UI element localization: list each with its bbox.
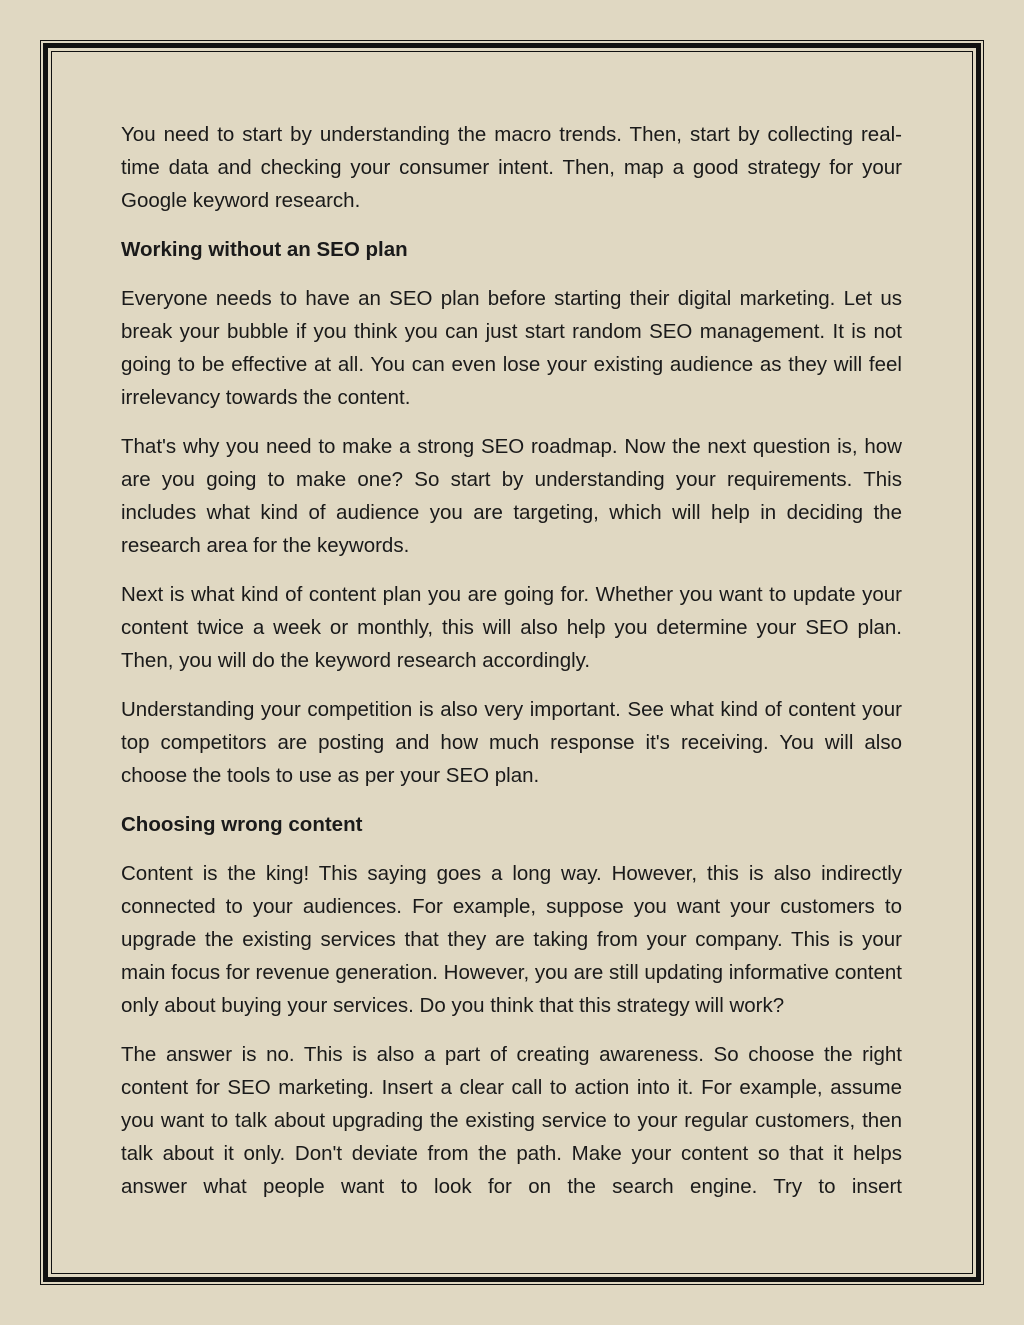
heading-choosing-wrong-content: Choosing wrong content bbox=[121, 813, 363, 836]
paragraph-seo-plan: Everyone needs to have an SEO plan before starting their digital marketing. Let us break your bubble if you think you can just start random SEO management. It is not going to be effective at all. You can even lose your existing audience as they will feel irrelevancy towards the content. bbox=[121, 287, 902, 409]
paragraph-content-plan: Next is what kind of content plan you are going for. Whether you want to update your content twice a week or monthly, this will also help you determine your SEO plan. Then, you will do the keyword research accordingly. bbox=[121, 583, 902, 672]
paragraph-answer-no: The answer is no. This is also a part of creating awareness. So choose the right content for SEO marketing. Insert a clear call to action into it. For example, assume you want to talk about upgrading the existing service to your regular customers, then talk about it only. Don't deviate from the path. Make your content so that it helps answer what people want to look for on the search engine. Try to insert bbox=[121, 1043, 902, 1198]
paragraph-seo-roadmap: That's why you need to make a strong SEO roadmap. Now the next question is, how are you going to make one? So start by understanding your requirements. This includes what kind of audience you are targeting, which will help in deciding the research area for the keywords. bbox=[121, 435, 902, 557]
paragraph-competition: Understanding your competition is also very important. See what kind of content your top competitors are posting and how much response it's receiving. You will also choose the tools to use as per your SEO plan. bbox=[121, 698, 902, 787]
paragraph-intro: You need to start by understanding the macro trends. Then, start by collecting real-time data and checking your consumer intent. Then, map a good strategy for your Google keyword research. bbox=[121, 123, 902, 212]
paragraph-content-king: Content is the king! This saying goes a long way. However, this is also indirectly connected to your audiences. For example, suppose you want your customers to upgrade the existing services that they are taking from your company. This is your main focus for revenue generation. However, you are still updating informative content only about buying your services. Do you think that this strategy will work? bbox=[121, 862, 902, 1017]
document-body bbox=[121, 118, 902, 1219]
heading-working-without-seo-plan: Working without an SEO plan bbox=[121, 238, 408, 261]
